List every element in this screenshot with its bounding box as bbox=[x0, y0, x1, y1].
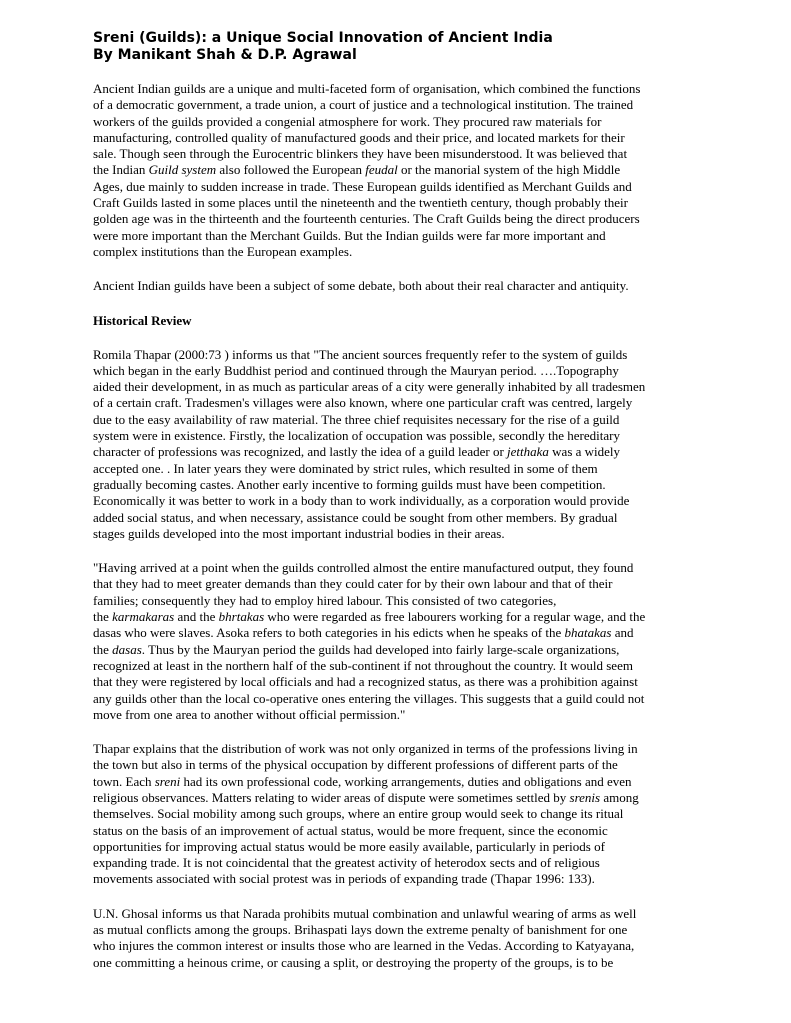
text-line: religious observances. Matters relating to wider areas of dispute were sometimes settled by srenis among bbox=[93, 789, 639, 805]
italic-term: Guild system bbox=[148, 162, 217, 178]
text-line: due to the easy availability of raw material. The three chief requisites necessary for the rise of a guild bbox=[93, 411, 620, 427]
paragraph bbox=[93, 741, 703, 888]
text-line: dasas who were slaves. Asoka refers to both categories in his edicts when he speaks of the bhatakas and bbox=[93, 625, 634, 641]
text-line: of a democratic government, a trade union, a court of justice and a technological institution. The trained bbox=[93, 97, 634, 113]
text-line: U.N. Ghosal informs us that Narada prohibits mutual combination and unlawful wearing of arms as well bbox=[93, 905, 637, 921]
paragraph bbox=[93, 906, 703, 971]
text-line: movements associated with social protest was in periods of expanding trade (Thapar 1996: 133). bbox=[93, 871, 595, 887]
text-line: stages guilds developed into the most important industrial bodies in their areas. bbox=[93, 525, 505, 541]
paragraph bbox=[93, 560, 703, 723]
text-line: as mutual conflicts among the groups. Brihaspati lays down the extreme penalty of banishment for one bbox=[93, 922, 628, 938]
text-line: expanding trade. It is not coincidental that the greatest activity of heterodox sects and of religious bbox=[93, 855, 600, 871]
byline: By Manikant Shah & D.P. Agrawal bbox=[93, 47, 357, 63]
section-heading: Historical Review bbox=[93, 312, 192, 328]
document-title bbox=[93, 30, 703, 64]
text-line: Craft Guilds lasted in some places until the nineteenth and the twentieth century, though probably their bbox=[93, 195, 628, 211]
text-line: families; consequently they had to employ hired labour. This consisted of two categories, bbox=[93, 592, 557, 608]
text-line: were more important than the Merchant Guilds. But the Indian guilds were far more important and bbox=[93, 227, 606, 243]
document-page bbox=[93, 30, 703, 971]
text-line: that they had to meet greater demands than they could cater for by their own labour and that of their bbox=[93, 576, 613, 592]
italic-term: dasas bbox=[112, 641, 142, 657]
paragraph bbox=[93, 278, 703, 294]
text-line: Romila Thapar (2000:73 ) informs us that "The ancient sources frequently refer to the system of guilds bbox=[93, 346, 628, 362]
text-line: Economically it was better to work in a body than to work individually, as a corporation would provide bbox=[93, 493, 630, 509]
text-line: added social status, and when necessary, assistance could be sought from other members. By gradual bbox=[93, 509, 618, 525]
paragraph bbox=[93, 347, 703, 543]
text-line: the town but also in terms of the physical occupation by different professions of different parts of the bbox=[93, 757, 618, 773]
text-line: any guilds other than the local co-operative ones entering the villages. This suggests that a guild could not bbox=[93, 690, 645, 706]
italic-term: bhatakas bbox=[564, 625, 612, 641]
text-line: themselves. Social mobility among such groups, where an entire group would seek to change its ritual bbox=[93, 806, 624, 822]
text-line: Ancient Indian guilds have been a subject of some debate, both about their real character and antiquity. bbox=[93, 278, 629, 294]
text-line: sale. Though seen through the Eurocentric blinkers they have been misunderstood. It was believed that bbox=[93, 146, 628, 162]
text-line: manufacturing, controlled quality of manufactured goods and their price, and located markets for their bbox=[93, 129, 625, 145]
title-line: Sreni (Guilds): a Unique Social Innovation of Ancient India bbox=[93, 30, 553, 46]
text-line: golden age was in the thirteenth and the fourteenth centuries. The Craft Guilds being the direct producers bbox=[93, 211, 640, 227]
text-line: who injures the common interest or insults those who are learned in the Vedas. According to Katyayana, bbox=[93, 938, 635, 954]
text-line: the karmakaras and the bhrtakas who were regarded as free labourers working for a regular wage, and the bbox=[93, 609, 646, 625]
text-line: Thapar explains that the distribution of work was not only organized in terms of the professions living in bbox=[93, 741, 638, 757]
text-line: which began in the early Buddhist period and continued through the Mauryan period. ….Topography bbox=[93, 362, 619, 378]
italic-term: sreni bbox=[154, 773, 181, 789]
text-line: gradually becoming castes. Another early incentive to forming guilds must have been competition. bbox=[93, 476, 606, 492]
text-line: Ages, due mainly to sudden increase in trade. These European guilds identified as Merchant Guilds and bbox=[93, 178, 632, 194]
italic-term: srenis bbox=[569, 789, 601, 805]
text-line: system were in existence. Firstly, the localization of occupation was possible, secondly the hereditary bbox=[93, 428, 620, 444]
text-line: recognized at least in the northern half of the sub-continent if not throughout the country. It would seem bbox=[93, 657, 633, 673]
text-line: status on the basis of an improvement of actual status, would be more frequent, since the economic bbox=[93, 822, 608, 838]
text-line: the dasas. Thus by the Mauryan period the guilds had developed into fairly large-scale organizations, bbox=[93, 641, 620, 657]
text-line: aided their development, in as much as particular areas of a city were generally inhabited by all tradesmen bbox=[93, 379, 646, 395]
text-line: Ancient Indian guilds are a unique and multi-faceted form of organisation, which combined the functions bbox=[93, 81, 641, 96]
text-line: of a certain craft. Tradesmen's villages were also known, where one particular craft was centred, largely bbox=[93, 395, 633, 411]
paragraph bbox=[93, 81, 703, 260]
text-line: workers of the guilds provided a congenial atmosphere for work. They procured raw materials for bbox=[93, 113, 602, 129]
text-line: complex institutions than the European examples. bbox=[93, 243, 353, 259]
text-line: "Having arrived at a point when the guilds controlled almost the entire manufactured output, they found bbox=[93, 560, 634, 576]
text-line: town. Each sreni had its own professional code, working arrangements, duties and obligations and even bbox=[93, 773, 632, 789]
text-line: move from one area to another without official permission." bbox=[93, 706, 406, 722]
text-line: accepted one. . In later years they were dominated by strict rules, which resulted in some of them bbox=[93, 460, 598, 476]
italic-term: jetthaka bbox=[507, 444, 549, 460]
italic-term: bhrtakas bbox=[218, 609, 265, 625]
italic-term: karmakaras bbox=[112, 609, 175, 625]
text-line: the Indian Guild system also followed the European feudal or the manorial system of the high Middle bbox=[93, 162, 621, 178]
text-line: one committing a heinous crime, or causing a split, or destroying the property of the groups, is to be bbox=[93, 954, 614, 970]
text-line: opportunities for improving actual status would be more easily available, particularly in periods of bbox=[93, 838, 605, 854]
text-line: character of professions was recognized, and lastly the idea of a guild leader or jetthaka was a widely bbox=[93, 444, 621, 460]
text-line: that they were registered by local officials and had a recognized status, as there was a prohibition against bbox=[93, 674, 638, 690]
italic-term: feudal bbox=[365, 162, 398, 178]
